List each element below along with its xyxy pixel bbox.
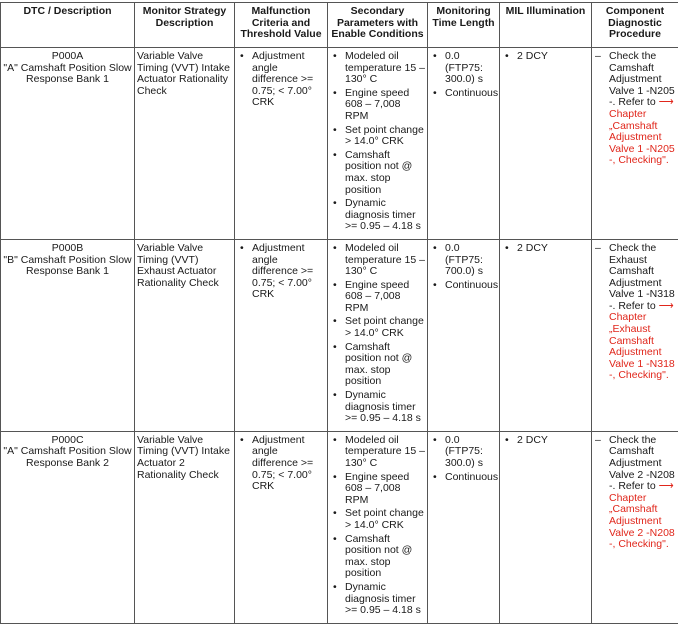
time-cell — [428, 239, 500, 431]
time-item: • 0.0 (FTP75: 300.0) s — [430, 435, 497, 470]
dtc-code: P000C — [3, 435, 132, 447]
dtc-description: "A" Camshaft Position Slow Response Bank 1 — [3, 63, 132, 86]
param-item: • Camshaft position not @ max. stop position — [330, 150, 425, 196]
header-mil: MIL Illumination — [500, 3, 592, 48]
param-item: • Set point change > 14.0° CRK — [330, 125, 425, 148]
param-item: • Camshaft position not @ max. stop position — [330, 534, 425, 580]
criteria-item: • Adjustment angle difference >= 0.75; < 7.00° CRK — [237, 435, 325, 493]
dtc-code: P000A — [3, 51, 132, 63]
mil-item: • 2 DCY — [502, 51, 589, 63]
procedure-item — [594, 51, 676, 167]
criteria-cell — [235, 48, 328, 240]
time-item: • Continuous — [430, 472, 497, 484]
criteria-item: • Adjustment angle difference >= 0.75; < 7.00° CRK — [237, 51, 325, 109]
criteria-cell — [235, 431, 328, 623]
param-item: • Engine speed 608 – 7,008 RPM — [330, 280, 425, 315]
param-item: • Dynamic diagnosis timer >= 0.95 – 4.18 s — [330, 390, 425, 425]
procedure-text: Check the Camshaft Adjustment Valve 2 -N208 -. Refer to — [609, 434, 675, 492]
time-item: • Continuous — [430, 88, 497, 100]
table-row — [1, 48, 678, 240]
param-item: • Dynamic diagnosis timer >= 0.95 – 4.18 s — [330, 582, 425, 617]
time-item: • 0.0 (FTP75: 700.0) s — [430, 243, 497, 278]
dtc-cell — [1, 48, 135, 240]
param-item: • Modeled oil temperature 15 – 130° C — [330, 51, 425, 86]
dtc-table — [0, 2, 678, 624]
header-params: Secondary Parameters with Enable Conditions — [328, 3, 428, 48]
procedure-link[interactable]: ⟶ Chapter „Exhaust Camshaft Adjustment Valve 1 -N318 -, Checking". — [609, 300, 675, 382]
dtc-code: P000B — [3, 243, 132, 255]
dtc-description: "B" Camshaft Position Slow Response Bank 1 — [3, 255, 132, 278]
strategy-cell: Variable Valve Timing (VVT) Exhaust Actuator Rationality Check — [135, 239, 235, 431]
procedure-link[interactable]: ⟶ Chapter „Camshaft Adjustment Valve 1 -N205 -, Checking". — [609, 96, 675, 166]
mil-cell — [500, 239, 592, 431]
param-item: • Camshaft position not @ max. stop position — [330, 342, 425, 388]
time-cell — [428, 48, 500, 240]
table-row — [1, 431, 678, 623]
header-dtc: DTC / Description — [1, 3, 135, 48]
mil-cell — [500, 431, 592, 623]
mil-item: • 2 DCY — [502, 243, 589, 255]
param-item: • Set point change > 14.0° CRK — [330, 508, 425, 531]
procedure-text: Check the Exhaust Camshaft Adjustment Valve 1 -N318 -. Refer to — [609, 242, 675, 312]
strategy-cell: Variable Valve Timing (VVT) Intake Actuator Rationality Check — [135, 48, 235, 240]
header-time: Monitoring Time Length — [428, 3, 500, 48]
dtc-cell — [1, 431, 135, 623]
param-item: • Engine speed 608 – 7,008 RPM — [330, 472, 425, 507]
dtc-cell — [1, 239, 135, 431]
procedure-cell — [592, 431, 678, 623]
procedure-text: Check the Camshaft Adjustment Valve 1 -N205 -. Refer to — [609, 50, 675, 108]
mil-cell — [500, 48, 592, 240]
header-procedure: Component Diagnostic Procedure — [592, 3, 678, 48]
procedure-cell — [592, 48, 678, 240]
procedure-cell — [592, 239, 678, 431]
dtc-description: "A" Camshaft Position Slow Response Bank 2 — [3, 446, 132, 469]
param-item: • Modeled oil temperature 15 – 130° C — [330, 435, 425, 470]
time-item: • 0.0 (FTP75: 300.0) s — [430, 51, 497, 86]
procedure-item — [594, 243, 676, 382]
params-cell — [328, 239, 428, 431]
mil-item: • 2 DCY — [502, 435, 589, 447]
param-item: • Set point change > 14.0° CRK — [330, 316, 425, 339]
criteria-cell — [235, 239, 328, 431]
params-cell — [328, 48, 428, 240]
params-cell — [328, 431, 428, 623]
param-item: • Dynamic diagnosis timer >= 0.95 – 4.18 s — [330, 198, 425, 233]
param-item: • Modeled oil temperature 15 – 130° C — [330, 243, 425, 278]
param-item: • Engine speed 608 – 7,008 RPM — [330, 88, 425, 123]
time-item: • Continuous — [430, 280, 497, 292]
header-criteria: Malfunction Criteria and Threshold Value — [235, 3, 328, 48]
header-strategy: Monitor Strategy Description — [135, 3, 235, 48]
table-row — [1, 239, 678, 431]
procedure-item — [594, 435, 676, 551]
header-row — [1, 3, 678, 48]
time-cell — [428, 431, 500, 623]
criteria-item: • Adjustment angle difference >= 0.75; < 7.00° CRK — [237, 243, 325, 301]
procedure-link[interactable]: ⟶ Chapter „Camshaft Adjustment Valve 2 -N208 -, Checking". — [609, 480, 675, 550]
strategy-cell: Variable Valve Timing (VVT) Intake Actuator 2 Rationality Check — [135, 431, 235, 623]
